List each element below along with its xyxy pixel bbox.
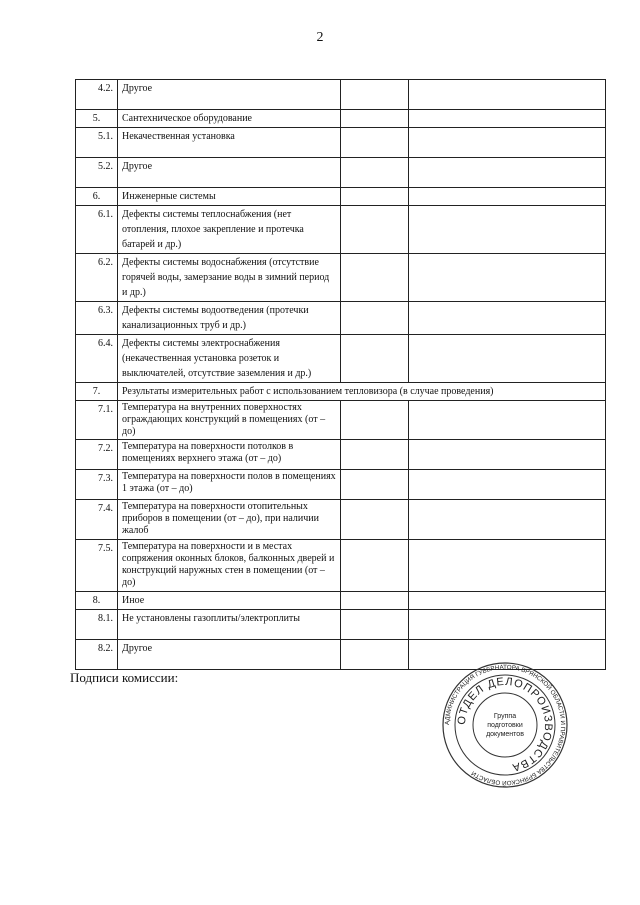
row-value-cell[interactable] (341, 640, 409, 670)
table-row (76, 110, 606, 128)
row-note-cell[interactable] (409, 206, 606, 254)
row-note-cell[interactable] (409, 470, 606, 500)
row-description: Дефекты системы водоснабжения (отсутствие горячей воды, замерзание воды в зимний период и др.) (118, 254, 341, 302)
table-row (76, 158, 606, 188)
table-row (76, 128, 606, 158)
row-value-cell[interactable] (341, 540, 409, 592)
stamp-center-line2: подготовки (487, 722, 523, 729)
table-row (76, 206, 606, 254)
row-description: Иное (118, 592, 341, 610)
stamp-center-line1: Группа (493, 713, 517, 720)
row-description: Сантехническое оборудование (118, 110, 341, 128)
row-number: 7. (76, 383, 118, 401)
table-row (76, 592, 606, 610)
row-description: Некачественная установка (118, 128, 341, 158)
row-description: Температура на внутренних поверхностях ограждающих конструкций в помещениях (от – до) (118, 401, 341, 440)
row-number: 7.1. (76, 401, 118, 440)
row-description: Результаты измерительных работ с использованием тепловизора (в случае проведения) (118, 383, 606, 401)
signatures-label: Подписи комиссии: (70, 670, 179, 685)
row-value-cell[interactable] (341, 128, 409, 158)
table-row (76, 500, 606, 540)
row-description: Температура на поверхности отопительных приборов в помещении (от – до), при наличии жалоб (118, 500, 341, 540)
row-note-cell[interactable] (409, 188, 606, 206)
page-number: 2 (316, 30, 324, 45)
row-number: 6.1. (76, 206, 118, 254)
row-description: Дефекты системы теплоснабжения (нет отопления, плохое закрепление и протечка батарей и др.) (118, 206, 341, 254)
row-value-cell[interactable] (341, 470, 409, 500)
row-number: 6.3. (76, 302, 118, 335)
table-row (76, 254, 606, 302)
row-note-cell[interactable] (409, 500, 606, 540)
row-number: 4.2. (76, 80, 118, 110)
table-row (76, 335, 606, 383)
row-description: Дефекты системы электроснабжения (некачественная установка розеток и выключателей, отсутствие заземления и др.) (118, 335, 341, 383)
row-value-cell[interactable] (341, 188, 409, 206)
row-note-cell[interactable] (409, 158, 606, 188)
row-note-cell[interactable] (409, 110, 606, 128)
table-row (76, 610, 606, 640)
row-number: 7.3. (76, 470, 118, 500)
row-note-cell[interactable] (409, 335, 606, 383)
table-row (76, 302, 606, 335)
table-row (76, 401, 606, 440)
row-note-cell[interactable] (409, 80, 606, 110)
inspection-table (75, 79, 606, 670)
row-value-cell[interactable] (341, 110, 409, 128)
row-note-cell[interactable] (409, 128, 606, 158)
row-note-cell[interactable] (409, 592, 606, 610)
row-number: 8.2. (76, 640, 118, 670)
row-value-cell[interactable] (341, 302, 409, 335)
row-number: 6.2. (76, 254, 118, 302)
row-value-cell[interactable] (341, 592, 409, 610)
row-number: 8. (76, 592, 118, 610)
row-value-cell[interactable] (341, 610, 409, 640)
table-row (76, 80, 606, 110)
row-description: Дефекты системы водоотведения (протечки канализационных труб и др.) (118, 302, 341, 335)
table-row (76, 470, 606, 500)
row-note-cell[interactable] (409, 302, 606, 335)
row-description: Температура на поверхности потолков в помещениях верхнего этажа (от – до) (118, 440, 341, 470)
row-value-cell[interactable] (341, 440, 409, 470)
row-note-cell[interactable] (409, 401, 606, 440)
row-note-cell[interactable] (409, 254, 606, 302)
row-number: 7.5. (76, 540, 118, 592)
row-description: Другое (118, 158, 341, 188)
row-number: 5.1. (76, 128, 118, 158)
table-row (76, 188, 606, 206)
row-note-cell[interactable] (409, 540, 606, 592)
official-stamp (440, 660, 570, 790)
row-value-cell[interactable] (341, 335, 409, 383)
row-value-cell[interactable] (341, 401, 409, 440)
row-description: Другое (118, 80, 341, 110)
stamp-center-line3: документов (486, 731, 524, 738)
row-number: 5. (76, 110, 118, 128)
table-row (76, 383, 606, 401)
row-note-cell[interactable] (409, 440, 606, 470)
row-number: 6.4. (76, 335, 118, 383)
row-value-cell[interactable] (341, 500, 409, 540)
row-number: 7.2. (76, 440, 118, 470)
stamp-outer-text: АДМИНИСТРАЦИЯ ГУБЕРНАТОРА БРЯНСКОЙ ОБЛАСТИ И ПРАВИТЕЛЬСТВА БРЯНСКОЙ ОБЛАСТИ (443, 663, 567, 787)
table-row (76, 540, 606, 592)
row-value-cell[interactable] (341, 158, 409, 188)
row-description: Температура на поверхности и в местах сопряжения оконных блоков, балконных дверей и конструкций наружных стен в помещении (от – до) (118, 540, 341, 592)
row-value-cell[interactable] (341, 206, 409, 254)
row-number: 8.1. (76, 610, 118, 640)
row-value-cell[interactable] (341, 254, 409, 302)
row-value-cell[interactable] (341, 80, 409, 110)
row-description: Не установлены газоплиты/электроплиты (118, 610, 341, 640)
row-description: Другое (118, 640, 341, 670)
row-note-cell[interactable] (409, 610, 606, 640)
row-description: Температура на поверхности полов в помещениях 1 этажа (от – до) (118, 470, 341, 500)
table-row (76, 440, 606, 470)
stamp-inner-text: ОТДЕЛ ДЕЛОПРОИЗВОДСТВА (455, 675, 555, 774)
row-number: 7.4. (76, 500, 118, 540)
row-number: 6. (76, 188, 118, 206)
row-number: 5.2. (76, 158, 118, 188)
row-description: Инженерные системы (118, 188, 341, 206)
